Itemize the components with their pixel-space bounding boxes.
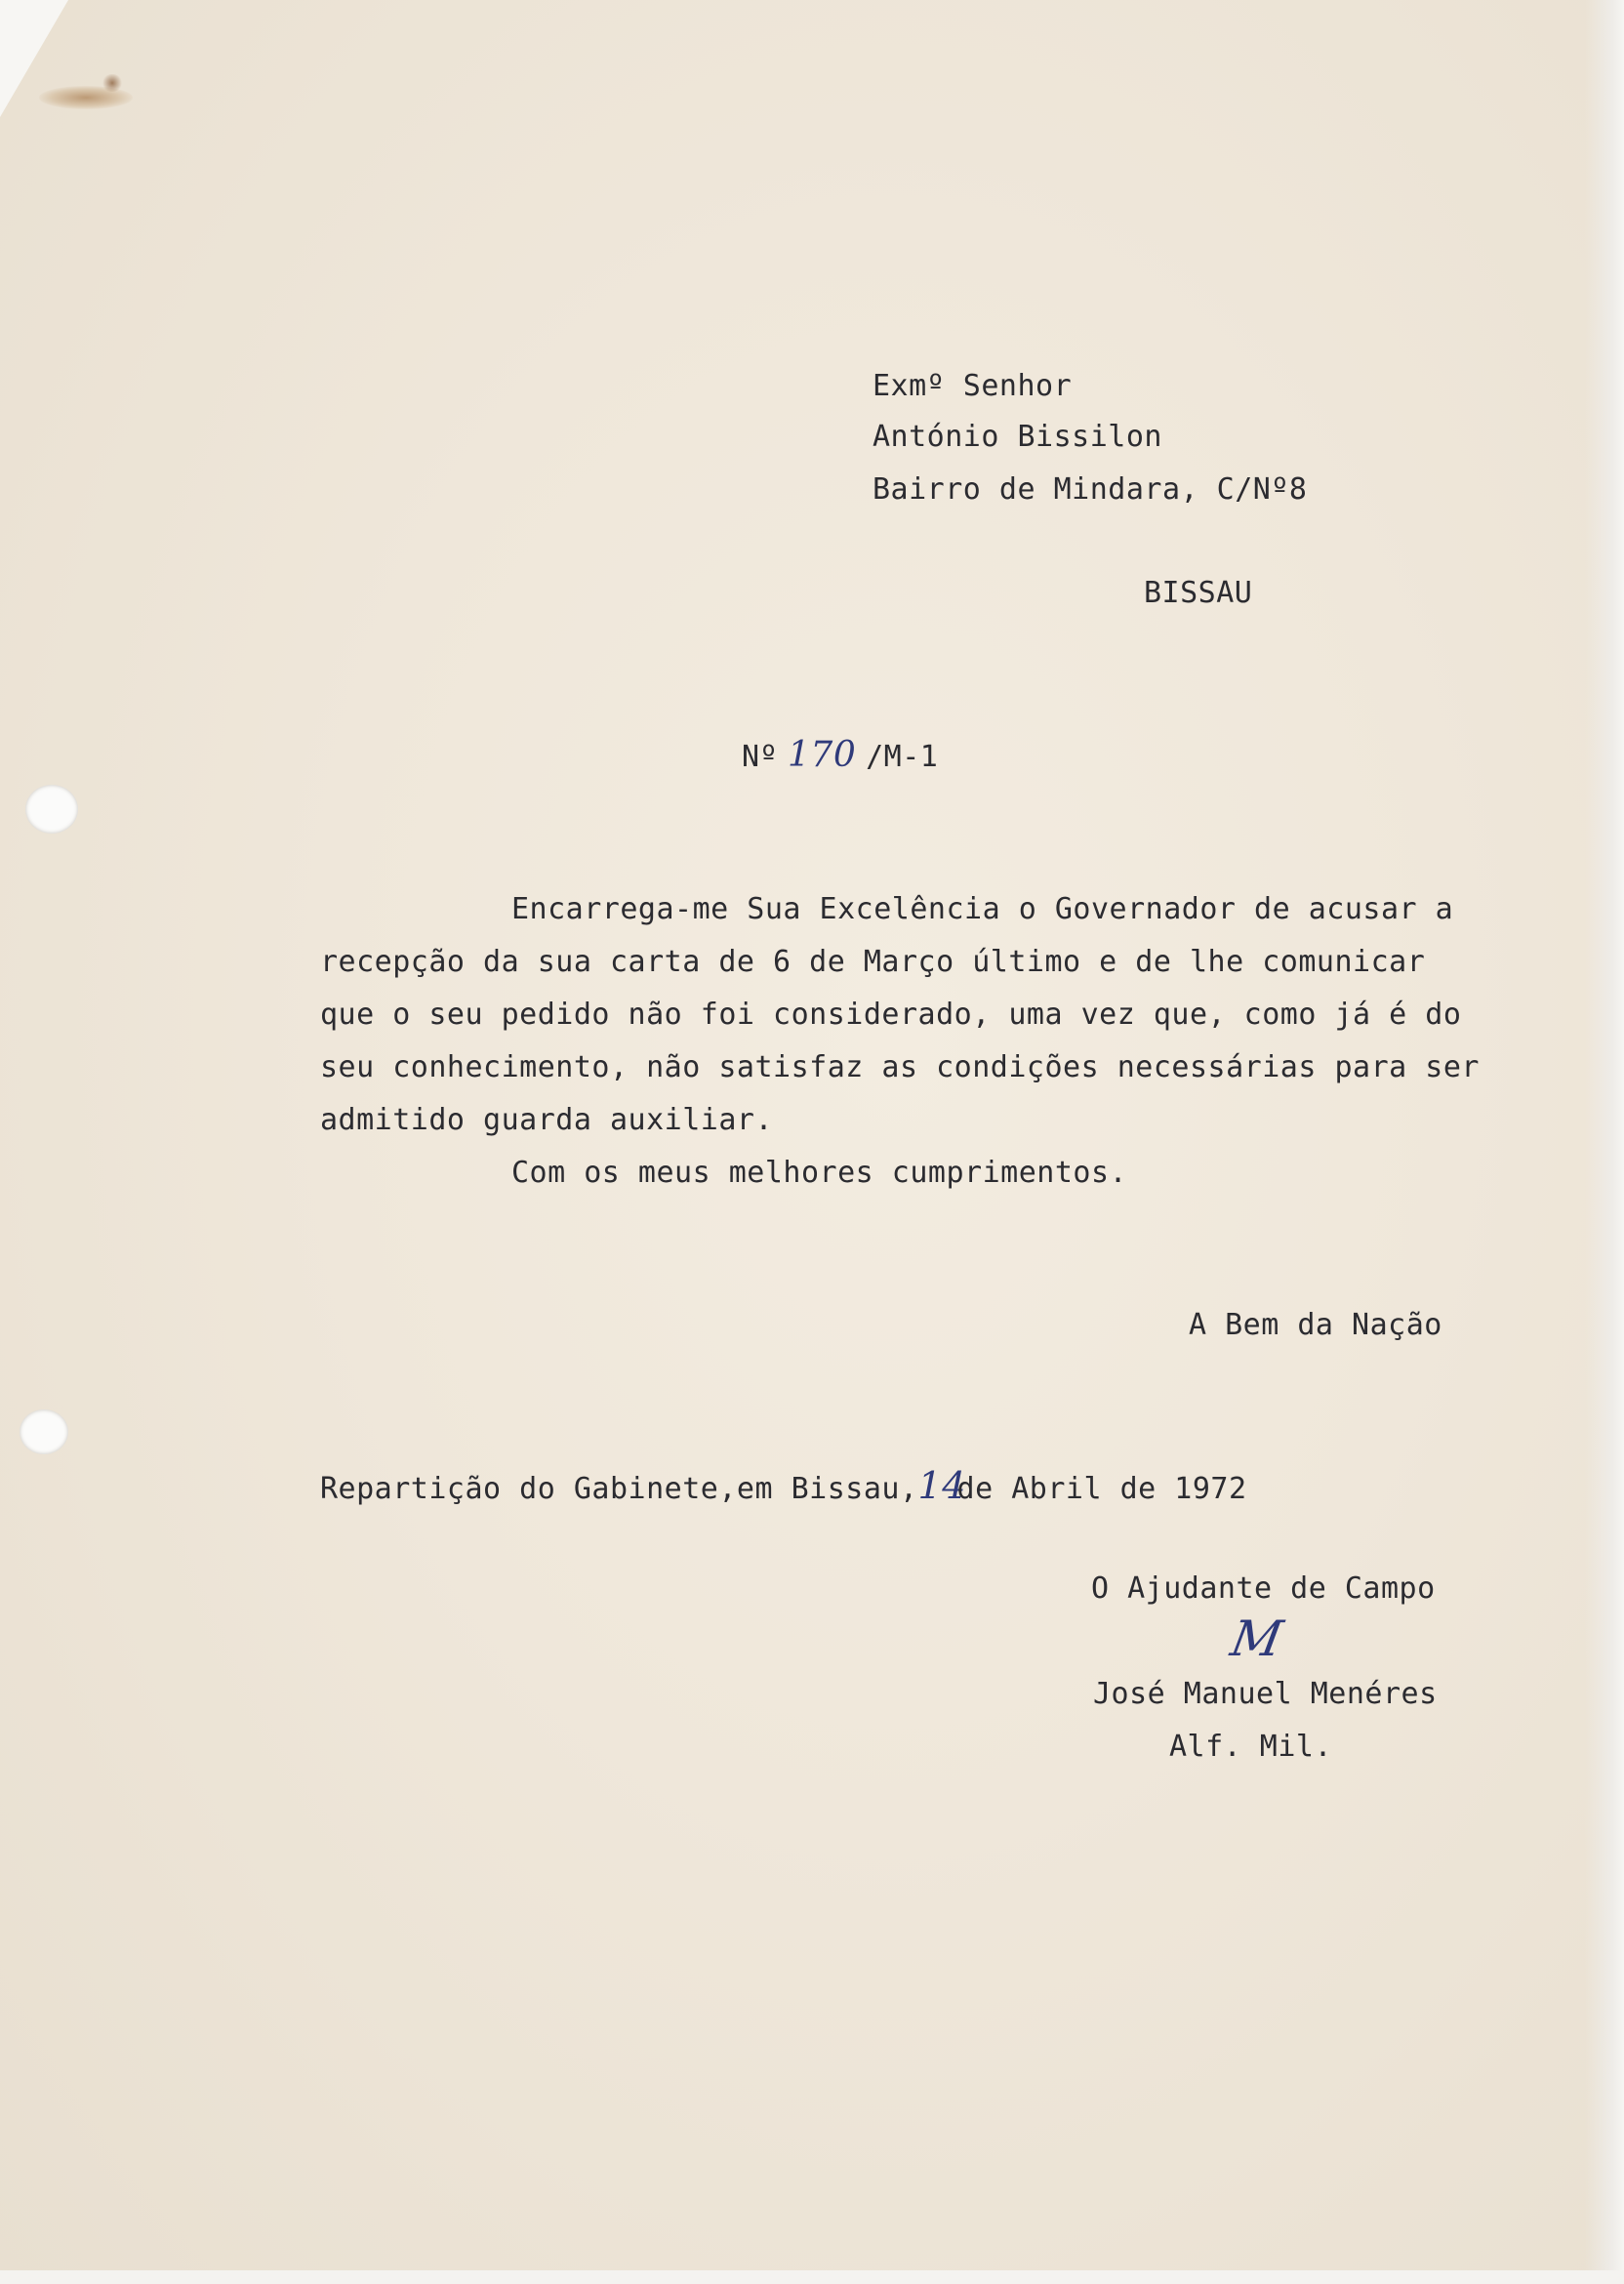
punch-hole-bottom	[20, 1409, 68, 1454]
reference-number	[742, 735, 939, 775]
handwritten-signature: M	[1226, 1611, 1287, 1667]
dateline-handwritten-day: 14	[917, 1464, 966, 1507]
body-line: recepção da sua carta de 6 de Março último e de lhe comunicar	[320, 945, 1426, 979]
dateline	[320, 1464, 1247, 1507]
addressee-salutation: Exmº Senhor	[873, 369, 1073, 403]
addressee-name: António Bissilon	[873, 420, 1162, 454]
body-line: seu conhecimento, não satisfaz as condições necessárias para ser	[320, 1050, 1480, 1084]
dateline-prefix: Repartição do Gabinete,em Bissau,	[320, 1472, 918, 1506]
addressee-address: Bairro de Mindara, C/Nº8	[873, 472, 1308, 507]
signatory-name: José Manuel Menéres	[1093, 1677, 1438, 1711]
dateline-suffix: de Abril de 1972	[956, 1472, 1247, 1506]
punch-hole-top	[25, 785, 78, 834]
rust-stain-dot	[102, 74, 123, 92]
addressee-city: BISSAU	[1144, 576, 1253, 610]
reference-suffix: /M-1	[866, 740, 939, 774]
reference-handwritten-number: 170	[788, 735, 857, 775]
body-line: admitido guarda auxiliar.	[320, 1103, 774, 1137]
signatory-title: O Ajudante de Campo	[1091, 1571, 1436, 1606]
motto: A Bem da Nação	[1189, 1308, 1442, 1342]
body-line: Encarrega-me Sua Excelência o Governador de acusar a	[511, 892, 1454, 926]
body-line: que o seu pedido não foi considerado, uma vez que, como já é do	[320, 998, 1462, 1032]
reference-prefix: Nº	[742, 740, 779, 774]
signatory-rank: Alf. Mil.	[1169, 1730, 1333, 1764]
closing-line: Com os meus melhores cumprimentos.	[511, 1156, 1128, 1190]
